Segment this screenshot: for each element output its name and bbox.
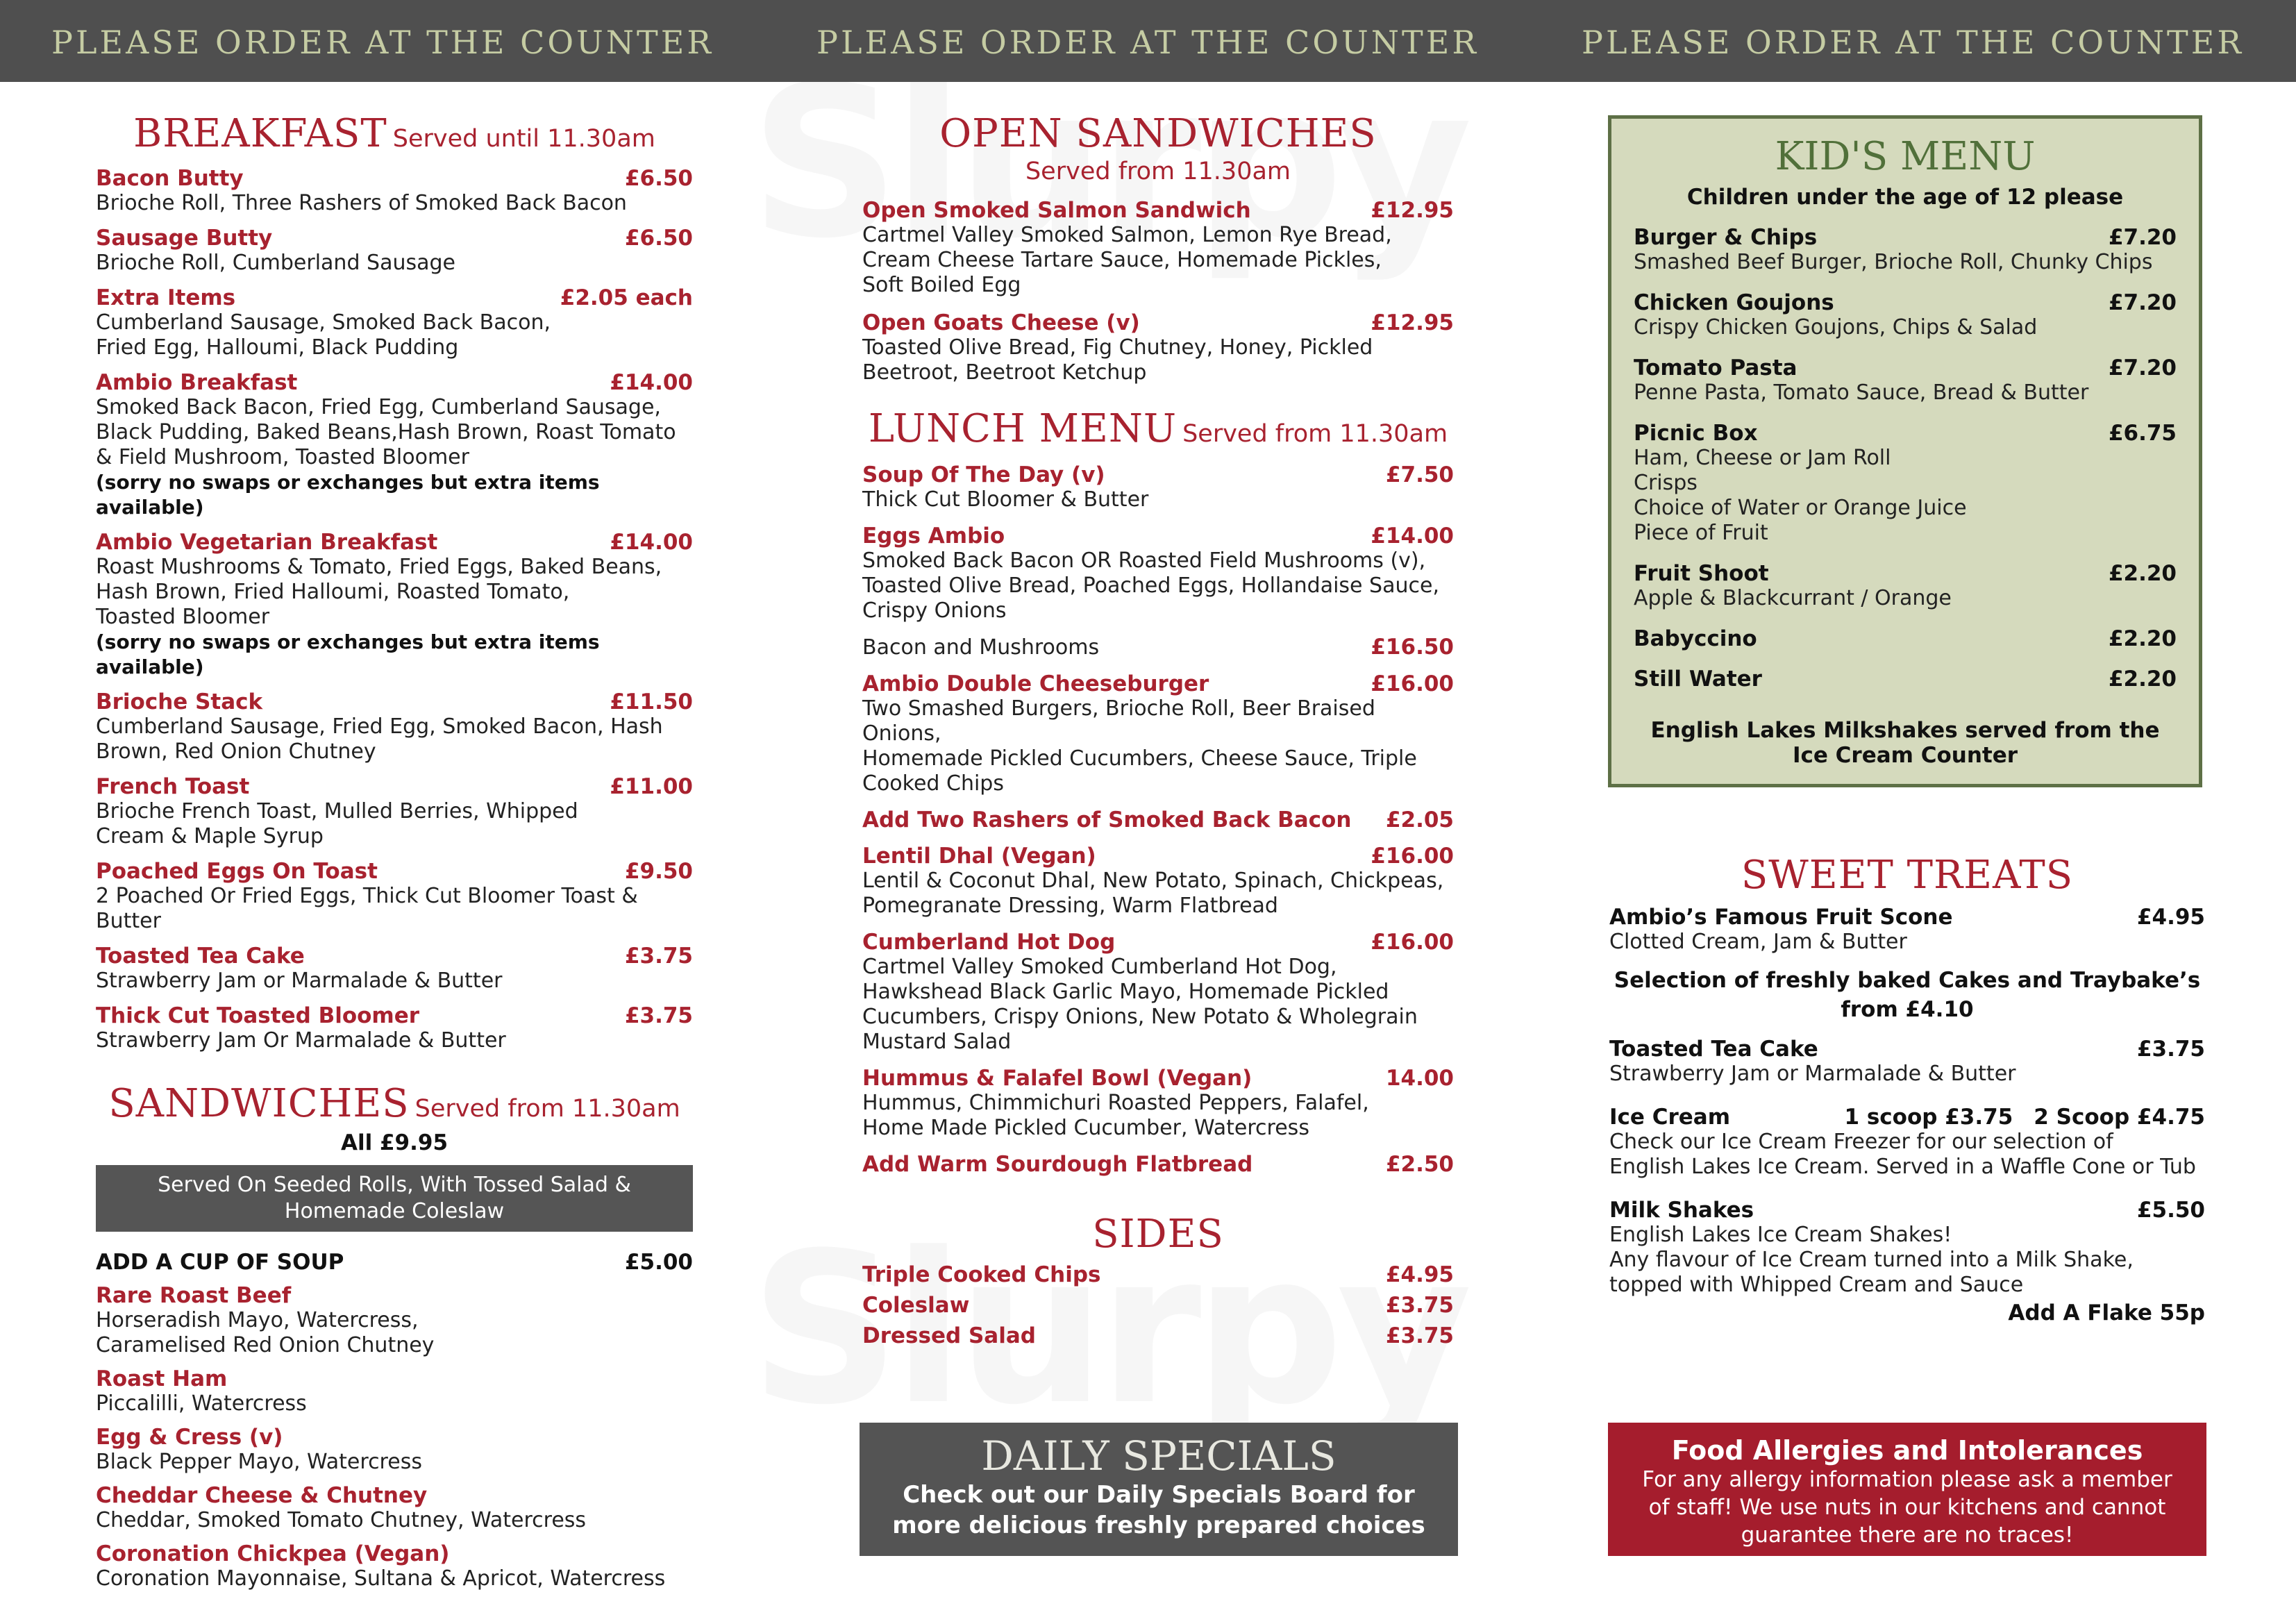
sandwich-item	[96, 1483, 693, 1533]
sandwich-item	[96, 1283, 693, 1358]
item-price: £9.50	[624, 859, 693, 884]
item-desc: Cartmel Valley Smoked Cumberland Hot Dog,	[862, 955, 1337, 979]
open-sandwiches-title: OPEN SANDWICHES	[939, 111, 1377, 156]
item-name: Lentil Dhal (Vegan)	[862, 844, 1096, 869]
item-desc: Crispy Chicken Goujons, Chips & Salad	[1634, 315, 2038, 340]
kids-footer	[1634, 718, 2177, 768]
cakes-line: Selection of freshly baked Cakes and Traybake’s	[1614, 968, 2201, 993]
breakfast-item	[96, 370, 693, 520]
item-desc: Home Made Pickled Cucumber, Watercress	[862, 1116, 1309, 1140]
item-name: Extra Items	[96, 285, 236, 310]
breakfast-item	[96, 689, 693, 764]
item-price: £2.05 each	[560, 285, 693, 310]
item-desc: Crispy Onions	[862, 598, 1007, 623]
kids-menu-title: KID'S MENU	[1775, 134, 2036, 179]
kids-item	[1634, 290, 2177, 340]
item-note: (sorry no swaps or exchanges but extra items available)	[96, 630, 600, 678]
item-desc: Cartmel Valley Smoked Salmon, Lemon Rye Bread,	[862, 223, 1392, 247]
item-name: Sausage Butty	[96, 226, 273, 251]
item-price: £6.50	[624, 226, 693, 251]
item-name: Bacon Butty	[96, 166, 244, 191]
item-price: £3.75	[2136, 1037, 2205, 1062]
item-name: French Toast	[96, 774, 250, 799]
item-price: £6.50	[624, 166, 693, 191]
item-row	[1634, 355, 2177, 380]
item-name: Roast Ham	[96, 1366, 228, 1391]
item-desc: Brioche French Toast, Mulled Berries, Whipped	[96, 799, 578, 823]
allergy-line: For any allergy information please ask a member	[1642, 1467, 2172, 1492]
item-price: £12.95	[1371, 310, 1454, 335]
open-sandwich-list	[862, 198, 1454, 385]
allergy-line: guarantee there are no traces!	[1741, 1523, 2074, 1548]
item-desc: Strawberry Jam or Marmalade & Butter	[1609, 1062, 2016, 1086]
item-price: £16.50	[1371, 635, 1454, 660]
breakfast-item	[96, 285, 693, 360]
item-name: Thick Cut Toasted Bloomer	[96, 1003, 420, 1028]
item-name: Triple Cooked Chips	[862, 1262, 1101, 1287]
item-name: Cumberland Hot Dog	[862, 930, 1116, 955]
item-desc: Coronation Mayonnaise, Sultana & Apricot, Watercress	[96, 1566, 666, 1591]
item-price: £4.95	[2136, 905, 2205, 930]
top-banner	[0, 0, 2296, 82]
sandwiches-info-line: Served On Seeded Rolls, With Tossed Salad &	[158, 1173, 631, 1197]
sandwich-item	[96, 1541, 693, 1591]
scone-item	[1609, 905, 2205, 955]
sides-heading	[862, 1212, 1454, 1257]
sandwiches-info-line: Homemade Coleslaw	[284, 1199, 505, 1223]
lunch-item	[862, 930, 1454, 1055]
kids-menu-subtitle: Children under the age of 12 please	[1686, 185, 2124, 210]
item-desc: Penne Pasta, Tomato Sauce, Bread & Butter	[1634, 380, 2089, 405]
item-desc: topped with Whipped Cream and Sauce	[1609, 1273, 2024, 1297]
item-desc: Brown, Red Onion Chutney	[96, 739, 376, 764]
item-name: Soup Of The Day (v)	[862, 462, 1105, 487]
item-desc: Brioche Roll, Three Rashers of Smoked Back Bacon	[96, 191, 627, 215]
item-name: Ambio’s Famous Fruit Scone	[1609, 905, 1953, 930]
item-price: £14.00	[610, 370, 693, 395]
daily-specials-line: more delicious freshly prepared choices	[892, 1512, 1425, 1539]
item-desc: Piece of Fruit	[1634, 521, 1768, 545]
item-desc: Cream Cheese Tartare Sauce, Homemade Pickles,	[862, 248, 1382, 272]
sides-title: SIDES	[1092, 1212, 1224, 1257]
lunch-item	[862, 524, 1454, 623]
item-desc: English Lakes Ice Cream. Served in a Waffle Cone or Tub	[1609, 1155, 2196, 1179]
tea-cake-item	[1609, 1037, 2205, 1087]
item-price: £2.50	[1385, 1152, 1454, 1177]
item-desc: Check our Ice Cream Freezer for our selection of	[1609, 1130, 2113, 1154]
breakfast-item	[96, 859, 693, 934]
sandwiches-subtitle: Served from 11.30am	[414, 1095, 680, 1123]
item-row	[862, 635, 1454, 660]
item-desc: Ham, Cheese or Jam Roll	[1634, 446, 1891, 470]
item-desc: Cream & Maple Syrup	[96, 824, 324, 848]
item-price: £3.75	[1385, 1323, 1454, 1348]
open-sandwich-item	[862, 198, 1454, 298]
item-name: Chicken Goujons	[1634, 290, 1834, 315]
item-name: Burger & Chips	[1634, 225, 1818, 250]
item-price: £4.95	[1385, 1262, 1454, 1287]
item-desc: Horseradish Mayo, Watercress,	[96, 1308, 419, 1332]
item-price: £12.95	[1371, 198, 1454, 223]
item-name: Dressed Salad	[862, 1323, 1036, 1348]
item-row	[862, 1066, 1454, 1091]
banner-text-middle: PLEASE ORDER AT THE COUNTER	[816, 24, 1479, 61]
item-desc: Beetroot, Beetroot Ketchup	[862, 360, 1147, 385]
kids-footer-line: English Lakes Milkshakes served from the	[1650, 718, 2160, 743]
item-desc: Black Pudding, Baked Beans,Hash Brown, Roast Tomato	[96, 420, 676, 444]
item-price: £5.50	[2136, 1198, 2205, 1223]
breakfast-item	[96, 166, 693, 216]
item-row	[96, 1283, 693, 1308]
banner-text-left: PLEASE ORDER AT THE COUNTER	[51, 24, 714, 61]
item-name: Ambio Double Cheeseburger	[862, 671, 1209, 696]
item-name: Eggs Ambio	[862, 524, 1005, 549]
kids-item	[1634, 421, 2177, 546]
item-row	[1634, 421, 2177, 446]
kids-item	[1634, 561, 2177, 611]
sandwich-list	[96, 1283, 693, 1591]
item-desc: Roast Mushrooms & Tomato, Fried Eggs, Baked Beans,	[96, 555, 662, 579]
item-desc: Butter	[96, 909, 161, 933]
kids-item	[1634, 667, 2177, 692]
lunch-list	[862, 462, 1454, 1177]
item-price: £3.75	[624, 944, 693, 969]
item-price: £16.00	[1371, 930, 1454, 955]
item-desc: Cooked Chips	[862, 771, 1004, 796]
kids-footer-line: Ice Cream Counter	[1792, 743, 2018, 768]
sides-list	[862, 1262, 1454, 1348]
item-row	[862, 671, 1454, 696]
item-desc: Toasted Olive Bread, Fig Chutney, Honey, Pickled	[862, 335, 1373, 360]
item-price: £2.20	[2108, 626, 2177, 651]
item-name: Tomato Pasta	[1634, 355, 1798, 380]
item-row	[1634, 667, 2177, 692]
daily-specials-box	[860, 1423, 1458, 1556]
item-desc: Hawkshead Black Garlic Mayo, Homemade Pickled	[862, 980, 1389, 1004]
item-row	[862, 1262, 1454, 1287]
lunch-heading	[862, 406, 1454, 451]
item-name: Cheddar Cheese & Chutney	[96, 1483, 428, 1508]
item-name: Picnic Box	[1634, 421, 1758, 446]
side-item	[862, 1323, 1454, 1348]
open-sandwiches-heading	[862, 111, 1454, 156]
item-row	[96, 774, 693, 799]
lunch-item	[862, 807, 1454, 832]
item-desc: Fried Egg, Halloumi, Black Pudding	[96, 335, 459, 360]
item-price: £3.75	[1385, 1293, 1454, 1318]
daily-specials-title: DAILY SPECIALS	[981, 1432, 1336, 1480]
item-price: 2 Scoop £4.75	[2034, 1105, 2205, 1130]
sweet-treats-section	[1609, 853, 2205, 1325]
sandwiches-info-box	[96, 1165, 693, 1232]
item-price: £3.75	[624, 1003, 693, 1028]
item-row	[96, 530, 693, 555]
lunch-item	[862, 635, 1454, 660]
item-desc: Hummus, Chimmichuri Roasted Peppers, Falafel,	[862, 1091, 1369, 1115]
breakfast-list	[96, 166, 693, 1053]
lunch-title: LUNCH MENU	[868, 406, 1178, 451]
item-desc: Hash Brown, Fried Halloumi, Roasted Tomato,	[96, 580, 570, 604]
kids-list	[1634, 225, 2177, 692]
item-row	[1634, 290, 2177, 315]
breakfast-item	[96, 944, 693, 994]
item-desc: Cumberland Sausage, Smoked Back Bacon,	[96, 310, 551, 335]
allergy-title: Food Allergies and Intolerances	[1671, 1435, 2143, 1466]
item-note: (sorry no swaps or exchanges but extra items available)	[96, 471, 600, 519]
item-price: 1 scoop £3.75	[1844, 1105, 2013, 1130]
item-price: £16.00	[1371, 671, 1454, 696]
item-row	[862, 1293, 1454, 1318]
item-name: Hummus & Falafel Bowl (Vegan)	[862, 1066, 1252, 1091]
item-price: £2.05	[1385, 807, 1454, 832]
item-desc: Black Pepper Mayo, Watercress	[96, 1450, 422, 1474]
item-row	[96, 1366, 693, 1391]
item-row	[96, 859, 693, 884]
item-price: £11.50	[610, 689, 693, 714]
kids-item	[1634, 355, 2177, 405]
item-row	[96, 944, 693, 969]
breakfast-title: BREAKFAST	[133, 111, 387, 156]
cakes-line: from £4.10	[1841, 997, 1974, 1022]
item-name: Brioche Stack	[96, 689, 263, 714]
item-desc: Smoked Back Bacon OR Roasted Field Mushrooms (v),	[862, 549, 1426, 573]
item-name: Ice Cream	[1609, 1105, 1731, 1130]
lunch-subtitle: Served from 11.30am	[1182, 420, 1448, 448]
lunch-item	[862, 844, 1454, 919]
item-desc: Clotted Cream, Jam & Butter	[1609, 930, 1907, 954]
item-row	[1634, 225, 2177, 250]
item-name: Toasted Tea Cake	[96, 944, 305, 969]
item-name: Open Smoked Salmon Sandwich	[862, 198, 1251, 223]
lunch-item	[862, 462, 1454, 512]
item-desc: English Lakes Ice Cream Shakes!	[1609, 1223, 1952, 1247]
item-price: £11.00	[610, 774, 693, 799]
item-desc: Choice of Water or Orange Juice	[1634, 496, 1967, 520]
item-price: £2.20	[2108, 561, 2177, 586]
item-row	[862, 1323, 1454, 1348]
daily-specials-line: Check out our Daily Specials Board for	[903, 1481, 1415, 1509]
item-row	[96, 370, 693, 395]
sandwich-item	[96, 1366, 693, 1416]
breakfast-item	[96, 1003, 693, 1053]
cakes-note	[1609, 966, 2205, 1024]
item-row	[862, 807, 1454, 832]
kids-item	[1634, 626, 2177, 651]
item-row	[862, 462, 1454, 487]
sandwich-item	[96, 1425, 693, 1475]
lunch-item	[862, 1152, 1454, 1177]
item-name: Ambio Vegetarian Breakfast	[96, 530, 438, 555]
item-desc: Smoked Back Bacon, Fried Egg, Cumberland Sausage,	[96, 395, 661, 419]
item-price: £7.20	[2108, 355, 2177, 380]
item-row	[862, 844, 1454, 869]
item-desc: Bacon and Mushrooms	[862, 635, 1100, 660]
item-desc: Strawberry Jam or Marmalade & Butter	[96, 969, 503, 993]
item-name: Ambio Breakfast	[96, 370, 298, 395]
item-desc: Soft Boiled Egg	[862, 273, 1021, 297]
item-price: £2.20	[2108, 667, 2177, 692]
allergy-line: of staff! We use nuts in our kitchens and cannot	[1648, 1495, 2166, 1520]
item-row	[1634, 626, 2177, 651]
breakfast-item	[96, 774, 693, 849]
milkshake-item	[1609, 1198, 2205, 1298]
breakfast-item	[96, 530, 693, 680]
item-desc: Toasted Bloomer	[96, 605, 270, 629]
item-price: 14.00	[1385, 1066, 1454, 1091]
sweet-treats-heading	[1609, 853, 2205, 898]
item-desc: Smashed Beef Burger, Brioche Roll, Chunky Chips	[1634, 250, 2153, 274]
item-row	[96, 689, 693, 714]
item-desc: Pomegranate Dressing, Warm Flatbread	[862, 894, 1278, 918]
sandwiches-heading	[96, 1081, 693, 1126]
kids-menu-box	[1608, 115, 2202, 787]
sweet-treats-title: SWEET TREATS	[1741, 853, 2074, 898]
item-name: Babyccino	[1634, 626, 1757, 651]
item-name: Milk Shakes	[1609, 1198, 1754, 1223]
item-price: £14.00	[1371, 524, 1454, 549]
item-desc: Lentil & Coconut Dhal, New Potato, Spinach, Chickpeas,	[862, 869, 1444, 893]
item-desc: Cheddar, Smoked Tomato Chutney, Watercress	[96, 1508, 587, 1532]
item-row	[96, 1541, 693, 1566]
item-row	[96, 1483, 693, 1508]
open-sandwiches-subtitle: Served from 11.30am	[1025, 158, 1291, 185]
lunch-item	[862, 1066, 1454, 1141]
item-name: Toasted Tea Cake	[1609, 1037, 1818, 1062]
item-desc: Strawberry Jam Or Marmalade & Butter	[96, 1028, 506, 1053]
item-desc: Caramelised Red Onion Chutney	[96, 1333, 435, 1357]
item-row	[862, 524, 1454, 549]
sandwiches-title: SANDWICHES	[108, 1081, 410, 1126]
side-item	[862, 1262, 1454, 1287]
item-row	[96, 226, 693, 251]
allergy-box	[1608, 1423, 2206, 1556]
item-desc: Any flavour of Ice Cream turned into a Milk Shake,	[1609, 1248, 2134, 1272]
item-row	[862, 198, 1454, 223]
open-sandwich-item	[862, 310, 1454, 385]
side-item	[862, 1293, 1454, 1318]
item-desc: Cumberland Sausage, Fried Egg, Smoked Bacon, Hash	[96, 714, 663, 739]
item-row	[96, 1425, 693, 1450]
item-name: Add Warm Sourdough Flatbread	[862, 1152, 1253, 1177]
lunch-item	[862, 671, 1454, 796]
item-row	[96, 285, 693, 310]
item-row	[1634, 561, 2177, 586]
item-desc: Crisps	[1634, 471, 1698, 495]
item-desc: Thick Cut Bloomer & Butter	[862, 487, 1149, 512]
item-desc: Piccalilli, Watercress	[96, 1391, 307, 1416]
item-price: £7.50	[1385, 462, 1454, 487]
soup-addon-row	[96, 1250, 693, 1275]
breakfast-item	[96, 226, 693, 276]
item-desc: Two Smashed Burgers, Brioche Roll, Beer Braised Onions,	[862, 696, 1375, 746]
item-row	[862, 1152, 1454, 1177]
soup-addon-price: £5.00	[624, 1250, 693, 1275]
item-name: Poached Eggs On Toast	[96, 859, 378, 884]
item-desc: Homemade Pickled Cucumbers, Cheese Sauce, Triple	[862, 746, 1417, 771]
ice-cream-item	[1609, 1105, 2205, 1180]
breakfast-subtitle: Served until 11.30am	[392, 125, 655, 153]
banner-text-right: PLEASE ORDER AT THE COUNTER	[1582, 24, 2244, 61]
item-price: £7.20	[2108, 290, 2177, 315]
left-column	[96, 111, 693, 1591]
breakfast-heading	[96, 111, 693, 156]
item-desc: Apple & Blackcurrant / Orange	[1634, 586, 1952, 610]
item-price: £16.00	[1371, 844, 1454, 869]
item-price: £7.20	[2108, 225, 2177, 250]
item-desc: Mustard Salad	[862, 1030, 1012, 1054]
item-price: £6.75	[2108, 421, 2177, 446]
item-desc: 2 Poached Or Fried Eggs, Thick Cut Bloomer Toast &	[96, 884, 638, 908]
item-name: Open Goats Cheese (v)	[862, 310, 1140, 335]
middle-column	[862, 111, 1454, 1348]
item-desc: & Field Mushroom, Toasted Bloomer	[96, 445, 469, 469]
item-name: Rare Roast Beef	[96, 1283, 292, 1308]
item-name: Still Water	[1634, 667, 1762, 692]
item-price: £14.00	[610, 530, 693, 555]
item-row	[96, 166, 693, 191]
item-row	[862, 930, 1454, 955]
soup-addon-name: ADD A CUP OF SOUP	[96, 1250, 344, 1275]
flake-addon: Add A Flake 55p	[2008, 1300, 2205, 1325]
item-desc: Brioche Roll, Cumberland Sausage	[96, 251, 455, 275]
sandwiches-all-price: All £9.95	[340, 1130, 449, 1155]
item-name: Coronation Chickpea (Vegan)	[96, 1541, 450, 1566]
item-row	[862, 310, 1454, 335]
item-name: Add Two Rashers of Smoked Back Bacon	[862, 807, 1352, 832]
item-desc: Toasted Olive Bread, Poached Eggs, Hollandaise Sauce,	[862, 574, 1439, 598]
item-name: Egg & Cress (v)	[96, 1425, 283, 1450]
kids-item	[1634, 225, 2177, 275]
item-row	[96, 1003, 693, 1028]
item-desc: Cucumbers, Crispy Onions, New Potato & Wholegrain	[862, 1005, 1418, 1029]
item-name: Fruit Shoot	[1634, 561, 1769, 586]
item-name: Coleslaw	[862, 1293, 970, 1318]
